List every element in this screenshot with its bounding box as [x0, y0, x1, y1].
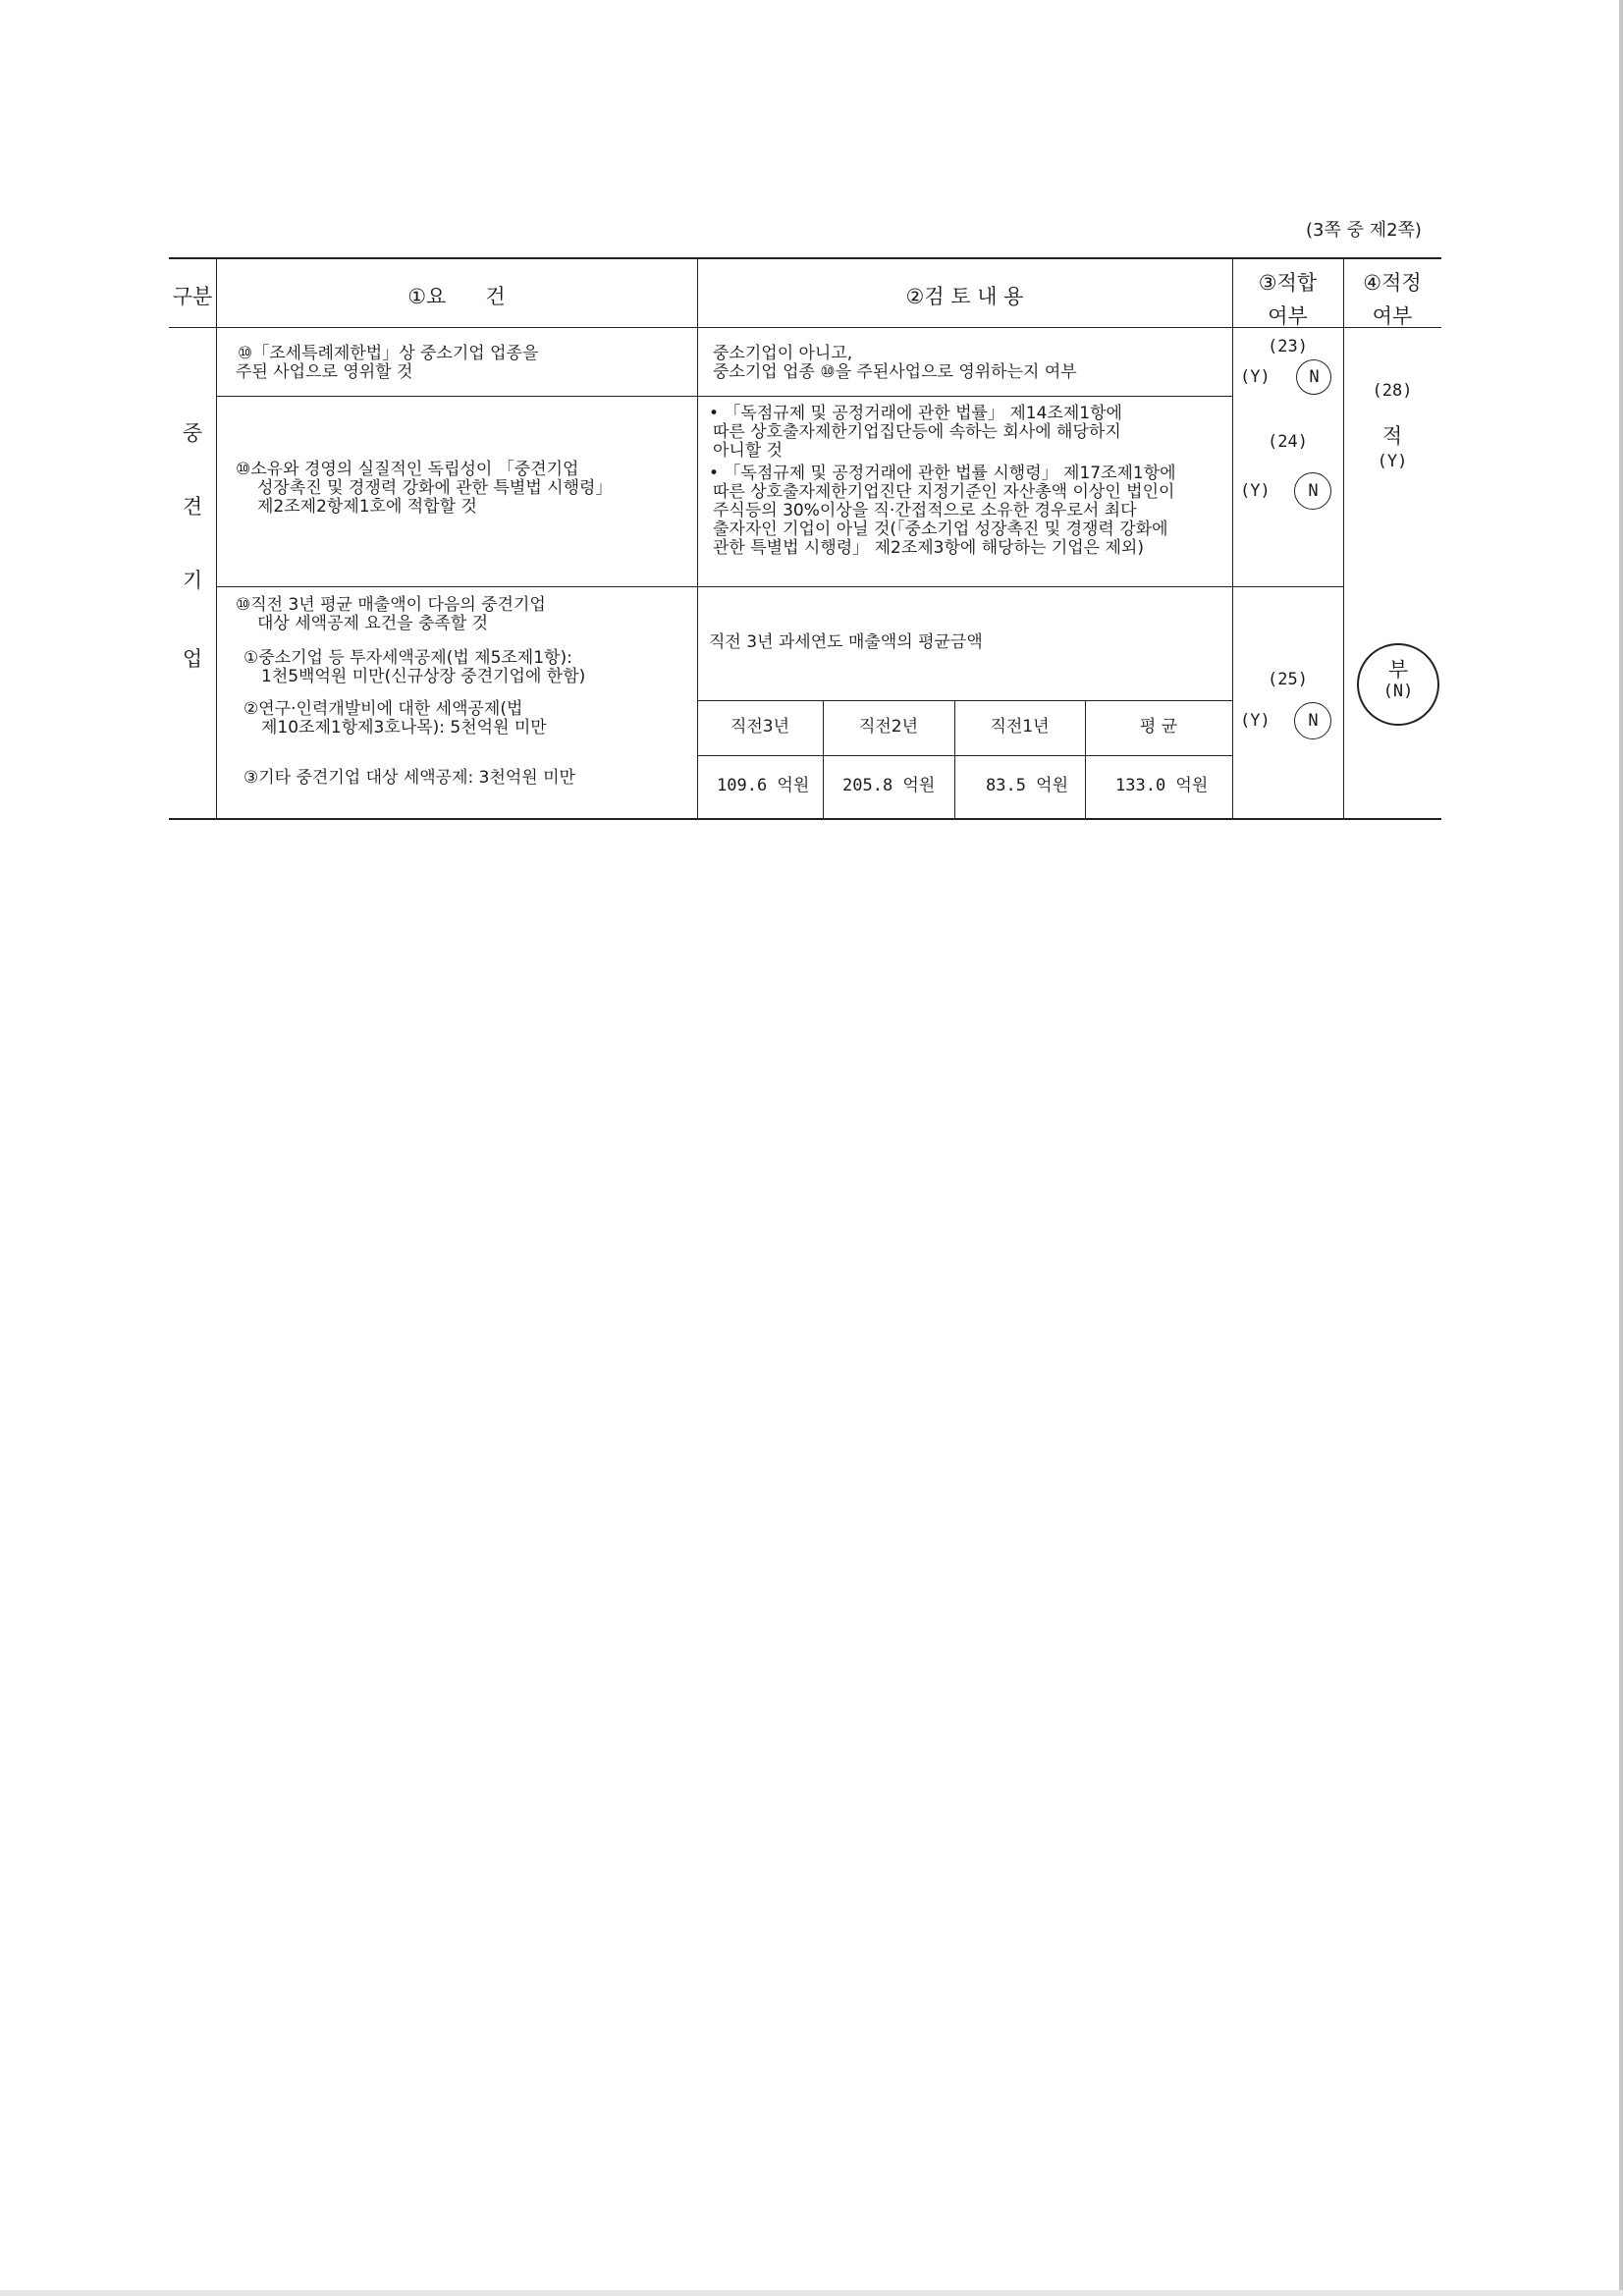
header-fit-line1: ③적합: [1258, 271, 1318, 295]
row3-requirement-line: ②연구·인력개발비에 대한 세액공제(법: [243, 699, 523, 719]
category-char: 업: [182, 647, 203, 671]
row3-requirement-line: 대상 세액공제 요건을 충족할 것: [257, 614, 489, 633]
row2-review-line: 주식등의 30%이상을 직·간접적으로 소유한 경우로서 최다: [713, 501, 1137, 520]
row2-review-line: 관한 특별법 시행령」 제2조제3항에 해당하는 기업은 제외): [713, 538, 1144, 558]
row2-review-line: • 「독점규제 및 공정거래에 관한 법률」 제14조제1항에: [709, 404, 1122, 423]
row1-requirement-line: 주된 사업으로 영위할 것: [236, 362, 413, 382]
ineligible-stamp-text: 부: [1387, 658, 1409, 682]
row3-requirement-line: ③기타 중견기업 대상 세액공제: 3천억원 미만: [243, 768, 575, 788]
row3-review-title: 직전 3년 과세연도 매출액의 평균금액: [709, 632, 983, 652]
sales-header-bottom: [697, 755, 1232, 756]
row3-requirement-line: 제10조제1항제3호나목): 5천억원 미만: [261, 718, 547, 738]
header-proper-line1: ④적정: [1363, 271, 1422, 295]
scan-bottom-shadow: [0, 2290, 1623, 2296]
row2-requirement-line: 제2조제2항제1호에 적합할 것: [257, 497, 477, 517]
row2-bottom-border: [216, 586, 1343, 587]
row3-requirement-line: ①중소기업 등 투자세액공제(법 제5조제1항):: [243, 648, 572, 668]
row2-requirement-line: ⑩소유와 경영의 실질적인 독립성이 「중견기업: [236, 460, 579, 479]
proper-number: (28): [1372, 381, 1413, 401]
proper-yes: (Y): [1377, 452, 1408, 471]
col-divider-1: [216, 257, 217, 818]
row1-fit-number: (23): [1268, 337, 1308, 356]
row3-no-option: N: [1308, 711, 1319, 731]
row3-fit-number: (25): [1268, 670, 1308, 689]
sales-value-cell: 133.0 억원: [1115, 776, 1209, 795]
row3-requirement-line: 1천5백억원 미만(신규상장 중견기업에 한함): [261, 667, 586, 686]
category-char: 기: [182, 569, 203, 592]
row2-yes-option: (Y): [1240, 481, 1271, 501]
row2-requirement-line: 성장촉진 및 경쟁력 강화에 관한 특별법 시행령」: [257, 478, 613, 498]
page-number-label: (3쪽 중 제2쪽): [1306, 220, 1422, 241]
row1-review-line: 중소기업이 아니고,: [713, 344, 853, 363]
header-requirement: ①요 건: [407, 285, 506, 308]
sales-table-top: [697, 700, 1232, 701]
header-fit-line2: 여부: [1268, 304, 1308, 328]
row3-yes-option: (Y): [1240, 711, 1271, 731]
proper-value: 적: [1381, 424, 1403, 448]
sales-value-cell: 205.8 억원: [842, 776, 936, 795]
row1-review-line: 중소기업 업종 ⑩을 주된사업으로 영위하는지 여부: [713, 362, 1077, 382]
row1-no-option: N: [1309, 367, 1320, 387]
table-top-border: [169, 257, 1441, 259]
ineligible-stamp-text: (N): [1382, 682, 1414, 701]
category-char: 중: [182, 421, 203, 445]
sales-header-cell: 직전1년: [990, 717, 1050, 737]
row1-bottom-border: [216, 396, 1232, 397]
row2-review-line: 따른 상호출자제한기업진단 지정기준인 자산총액 이상인 법인이: [713, 482, 1175, 502]
sales-header-cell: 직전2년: [858, 717, 919, 737]
row2-fit-number: (24): [1268, 432, 1308, 452]
row3-requirement-line: ⑩직전 3년 평균 매출액이 다음의 중견기업: [236, 595, 546, 615]
sales-header-cell: 직전3년: [730, 717, 790, 737]
sales-header-cell: 평 균: [1139, 717, 1178, 737]
scan-edge-shadow: [1619, 0, 1623, 2296]
row2-review-line: • 「독점규제 및 공정거래에 관한 법률 시행령」 제17조제1항에: [709, 464, 1176, 483]
header-category: 구분: [172, 285, 213, 308]
row2-review-line: 출자자인 기업이 아닐 것(「중소기업 성장촉진 및 경쟁력 강화에: [713, 519, 1168, 539]
row1-yes-option: (Y): [1240, 367, 1271, 387]
sales-value-cell: 83.5 억원: [986, 776, 1069, 795]
table-bottom-border: [169, 818, 1441, 820]
row2-no-option: N: [1308, 481, 1319, 501]
col-divider-4: [1343, 257, 1344, 818]
row1-requirement-line: ⑩「조세특례제한법」상 중소기업 업종을: [238, 344, 539, 363]
row2-review-line: 아니할 것: [713, 441, 784, 461]
category-char: 견: [182, 495, 203, 519]
row2-review-line: 따른 상호출자제한기업집단등에 속하는 회사에 해당하지: [713, 422, 1121, 442]
header-proper-line2: 여부: [1372, 304, 1413, 328]
header-review: ②검 토 내 용: [905, 285, 1024, 308]
sales-value-cell: 109.6 억원: [717, 776, 810, 795]
